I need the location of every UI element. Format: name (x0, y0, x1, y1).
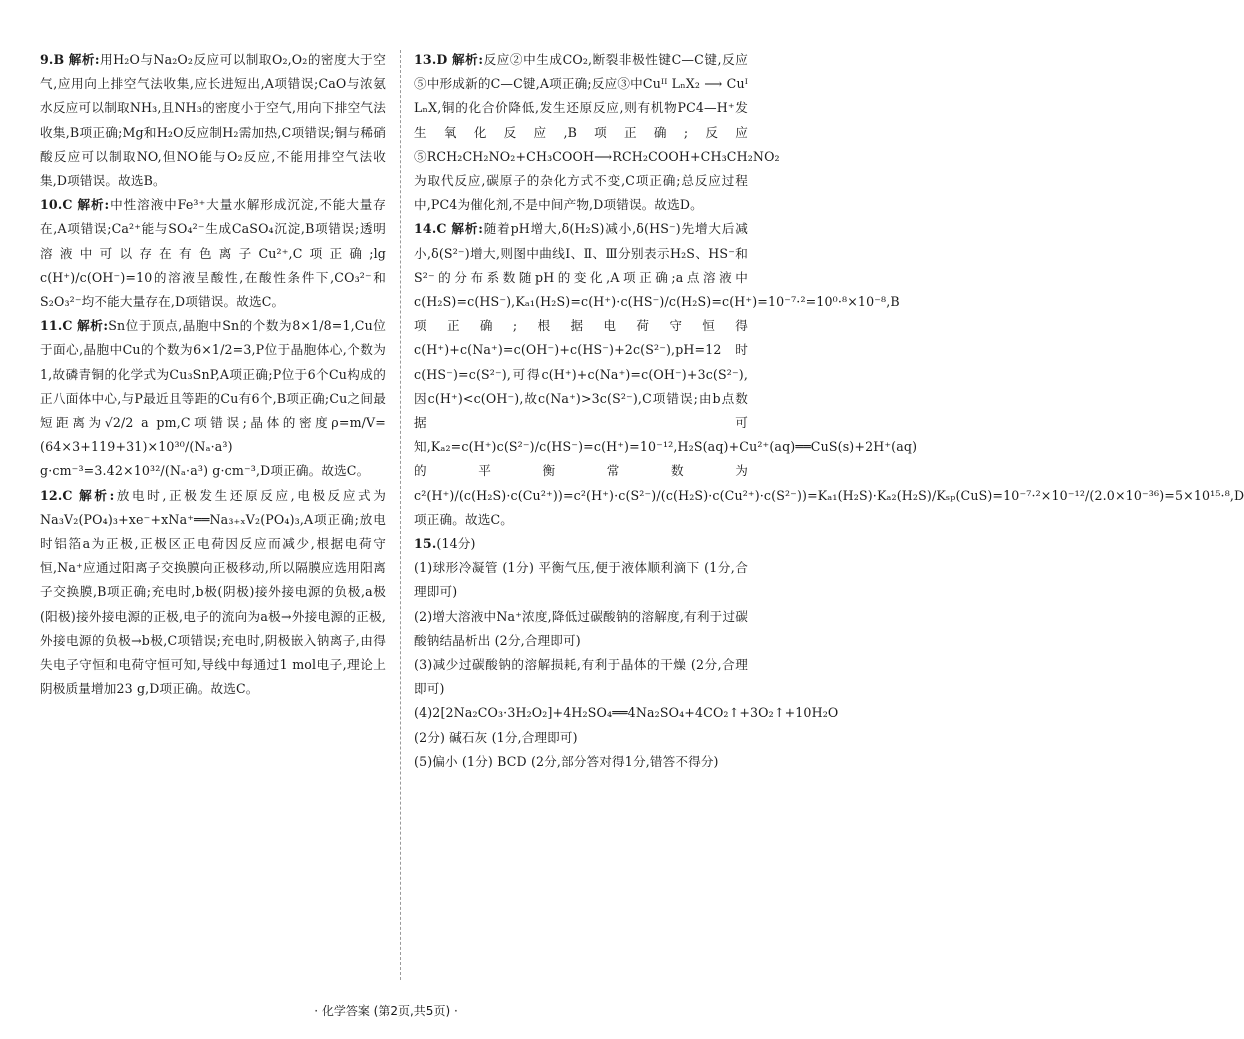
answer-q11 (40, 314, 386, 483)
question-number: 14.C (414, 221, 447, 237)
answer-q15-header (414, 532, 748, 556)
analysis-label: 解析: (77, 318, 109, 334)
column-divider (400, 50, 401, 980)
answer-q15-part-1: (1)球形冷凝管 (1分) 平衡气压,便于液体顺利滴下 (1分,合理即可) (414, 560, 748, 600)
analysis-label: 解析: (451, 221, 484, 237)
analysis-text: 反应②中生成CO₂,断裂非极性键C—C键,反应⑤中形成新的C—C键,A项正确;反应③中Cuᴵᴵ LₙX₂ ⟶ Cuᴵ LₙX,铜的化合价降低,发生还原反应,则有机物PC4—H⁺发生氧化反应,B项正确;反应⑤RCH₂CH₂NO₂+CH₃COOH⟶RCH₂COOH+CH₃CH₂NO₂为取代反应,碳原子的杂化方式不变,C项正确;总反应过程中,PC4为催化剂,不是中间产物,D项错误。故选D。 (414, 52, 780, 213)
question-number: 9.B (40, 52, 65, 67)
answer-q13 (414, 48, 780, 217)
analysis-text: 放电时,正极发生还原反应,电极反应式为Na₃V₂(PO₄)₃+xe⁻+xNa⁺══Na₃₊ₓV₂(PO₄)₃,A项正确;放电时铝箔a为正极,正极区正电荷因反应而减少,根据电荷守恒,Na⁺应通过阳离子交换膜向正极移动,所以隔膜应选用阳离子交换膜,B项正确;充电时,b极(阴极)接外接电源的负极,a极(阳极)接外接电源的正极,电子的流向为a极→外接电源的正极,外接电源的负极→b极,C项错误;充电时,阴极嵌入钠离子,由得失电子守恒和电荷守恒可知,导线中每通过1 mol电子,理论上阴极质量增加23 g,D项正确。故选C。 (40, 487, 387, 697)
analysis-label: 解析: (79, 487, 115, 503)
left-column (40, 48, 386, 701)
answer-q14 (414, 217, 1244, 532)
score-label: (14分) (436, 536, 476, 552)
analysis-text: 中性溶液中Fe³⁺大量水解形成沉淀,不能大量存在,A项错误;Ca²⁺能与SO₄²⁻生成CaSO₄沉淀,B项错误;透明溶液中可以存在有色离子Cu²⁺,C项正确;lg c(H⁺)/c(OH⁻)=10的溶液呈酸性,在酸性条件下,CO₃²⁻和S₂O₃²⁻均不能大量存在,D项错误。故选C。 (40, 197, 386, 310)
answer-q10 (40, 193, 386, 314)
analysis-label: 解析: (77, 197, 110, 213)
answer-q15-part-4: (4)2[2Na₂CO₃·3H₂O₂]+4H₂SO₄══4Na₂SO₄+4CO₂↑+3O₂↑+10H₂O (2分) 碱石灰 (1分,合理即可) (414, 705, 839, 745)
page-footer: · 化学答案 (第2页,共5页) · (314, 1004, 458, 1018)
answer-q15-part-5: (5)偏小 (1分) BCD (2分,部分答对得1分,错答不得分) (414, 753, 719, 769)
answer-q15-part-3: (3)减少过碳酸钠的溶解损耗,有利于晶体的干燥 (2分,合理即可) (414, 657, 748, 697)
question-number: 11.C (40, 318, 73, 334)
answer-q9 (40, 48, 386, 193)
answer-q12 (40, 484, 386, 702)
analysis-text: 随着pH增大,δ(H₂S)减小,δ(HS⁻)先增大后减小,δ(S²⁻)增大,则图中曲线Ⅰ、Ⅱ、Ⅲ分别表示H₂S、HS⁻和S²⁻的分布系数随pH的变化,A项正确;a点溶液中c(H₂S)=c(HS⁻),Kₐ₁(H₂S)=c(H⁺)·c(HS⁻)/c(H₂S)=c(H⁺)=10⁻⁷·²=10⁰·⁸×10⁻⁸,B项正确;根据电荷守恒得c(H⁺)+c(Na⁺)=c(OH⁻)+c(HS⁻)+2c(S²⁻),pH=12时c(HS⁻)=c(S²⁻),可得c(H⁺)+c(Na⁺)=c(OH⁻)+3c(S²⁻),因c(H⁺)<c(OH⁻),故c(Na⁺)>3c(S²⁻),C项错误;由b点数据可知,Kₐ₂=c(H⁺)c(S²⁻)/c(HS⁻)=c(H⁺)=10⁻¹²,H₂S(aq)+Cu²⁺(aq)══CuS(s)+2H⁺(aq)的平衡常数为c²(H⁺)/(c(H₂S)·c(Cu²⁺))=c²(H⁺)·c(S²⁻)/(c(H₂S)·c(Cu²⁺)·c(S²⁻))=Kₐ₁(H₂S)·Kₐ₂(H₂S)/Kₛₚ(CuS)=10⁻⁷·²×10⁻¹²/(2.0×10⁻³⁶)=5×10¹⁵·⁸,D项正确。故选C。 (414, 221, 1244, 527)
question-number: 15. (414, 536, 437, 552)
right-column (414, 48, 1244, 774)
analysis-text: Sn位于顶点,晶胞中Sn的个数为8×1/8=1,Cu位于面心,晶胞中Cu的个数为6×1/2=3,P位于晶胞体心,个数为1,故磷青铜的化学式为Cu₃SnP,A项正确;P位于6个Cu构成的正八面体中心,与P最近且等距的Cu有6个,B项正确;Cu之间最短距离为√2/2 a pm,C项错误;晶体的密度ρ=m/V=(64×3+119+31)×10³⁰/(Nₐ·a³) g·cm⁻³=3.42×10³²/(Nₐ·a³) g·cm⁻³,D项正确。故选C。 (40, 318, 386, 479)
analysis-label: 解析: (452, 52, 484, 67)
question-number: 10.C (40, 197, 73, 213)
question-number: 13.D (414, 52, 448, 67)
answer-q15-part-2: (2)增大溶液中Na⁺浓度,降低过碳酸钠的溶解度,有利于过碳酸钠结晶析出 (2分,合理即可) (414, 608, 748, 648)
question-number: 12.C (40, 487, 73, 503)
analysis-label: 解析: (68, 52, 100, 67)
analysis-text: 用H₂O与Na₂O₂反应可以制取O₂,O₂的密度大于空气,应用向上排空气法收集,应长进短出,A项错误;CaO与浓氨水反应可以制取NH₃,且NH₃的密度小于空气,用向下排空气法收集,B项正确;Mg和H₂O反应制H₂需加热,C项错误;铜与稀硝酸反应可以制取NO,但NO能与O₂反应,不能用排空气法收集,D项错误。故选B。 (40, 52, 386, 189)
